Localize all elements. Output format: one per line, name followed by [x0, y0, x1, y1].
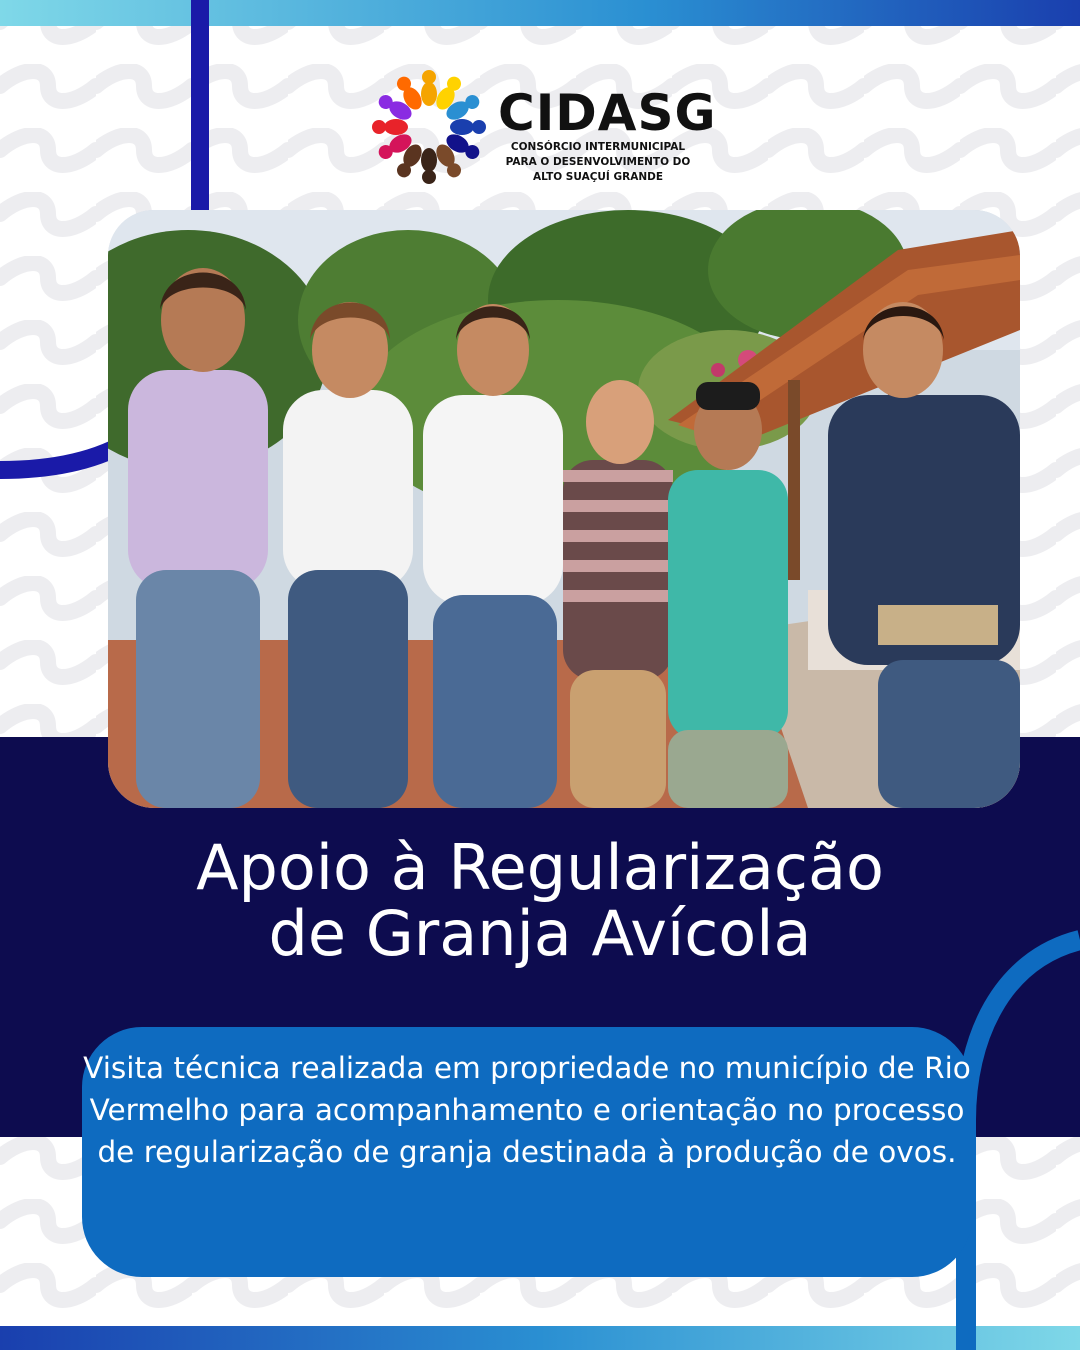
description-box: [82, 1027, 972, 1277]
top-gradient-bar: [0, 0, 1080, 26]
headline-line: Apoio à Regularização: [196, 831, 884, 904]
logo-subtitle-line: CONSÓRCIO INTERMUNICIPAL: [510, 141, 686, 153]
cidasg-logo: [370, 68, 717, 188]
logo-subtitle-line: PARA O DESENVOLVIMENTO DO: [505, 156, 691, 168]
people-circle-logo-icon: [370, 68, 488, 186]
group-photo-icon: [108, 210, 1020, 808]
headline-line: de Granja Avícola: [268, 897, 812, 970]
headline: [40, 831, 1040, 970]
logo-name: CIDASG: [498, 84, 717, 142]
bottom-gradient-bar: [0, 1326, 1080, 1350]
logo-subtitle: [498, 140, 698, 185]
description-text: Visita técnica realizada em propriedade no município de Rio Vermelho para acompanhamento e orientação no processo de regularização de granja destinada à produção de ovos.: [83, 1051, 971, 1169]
group-photo: [108, 210, 1020, 808]
logo-subtitle-line: ALTO SUAÇUÍ GRANDE: [532, 171, 663, 183]
